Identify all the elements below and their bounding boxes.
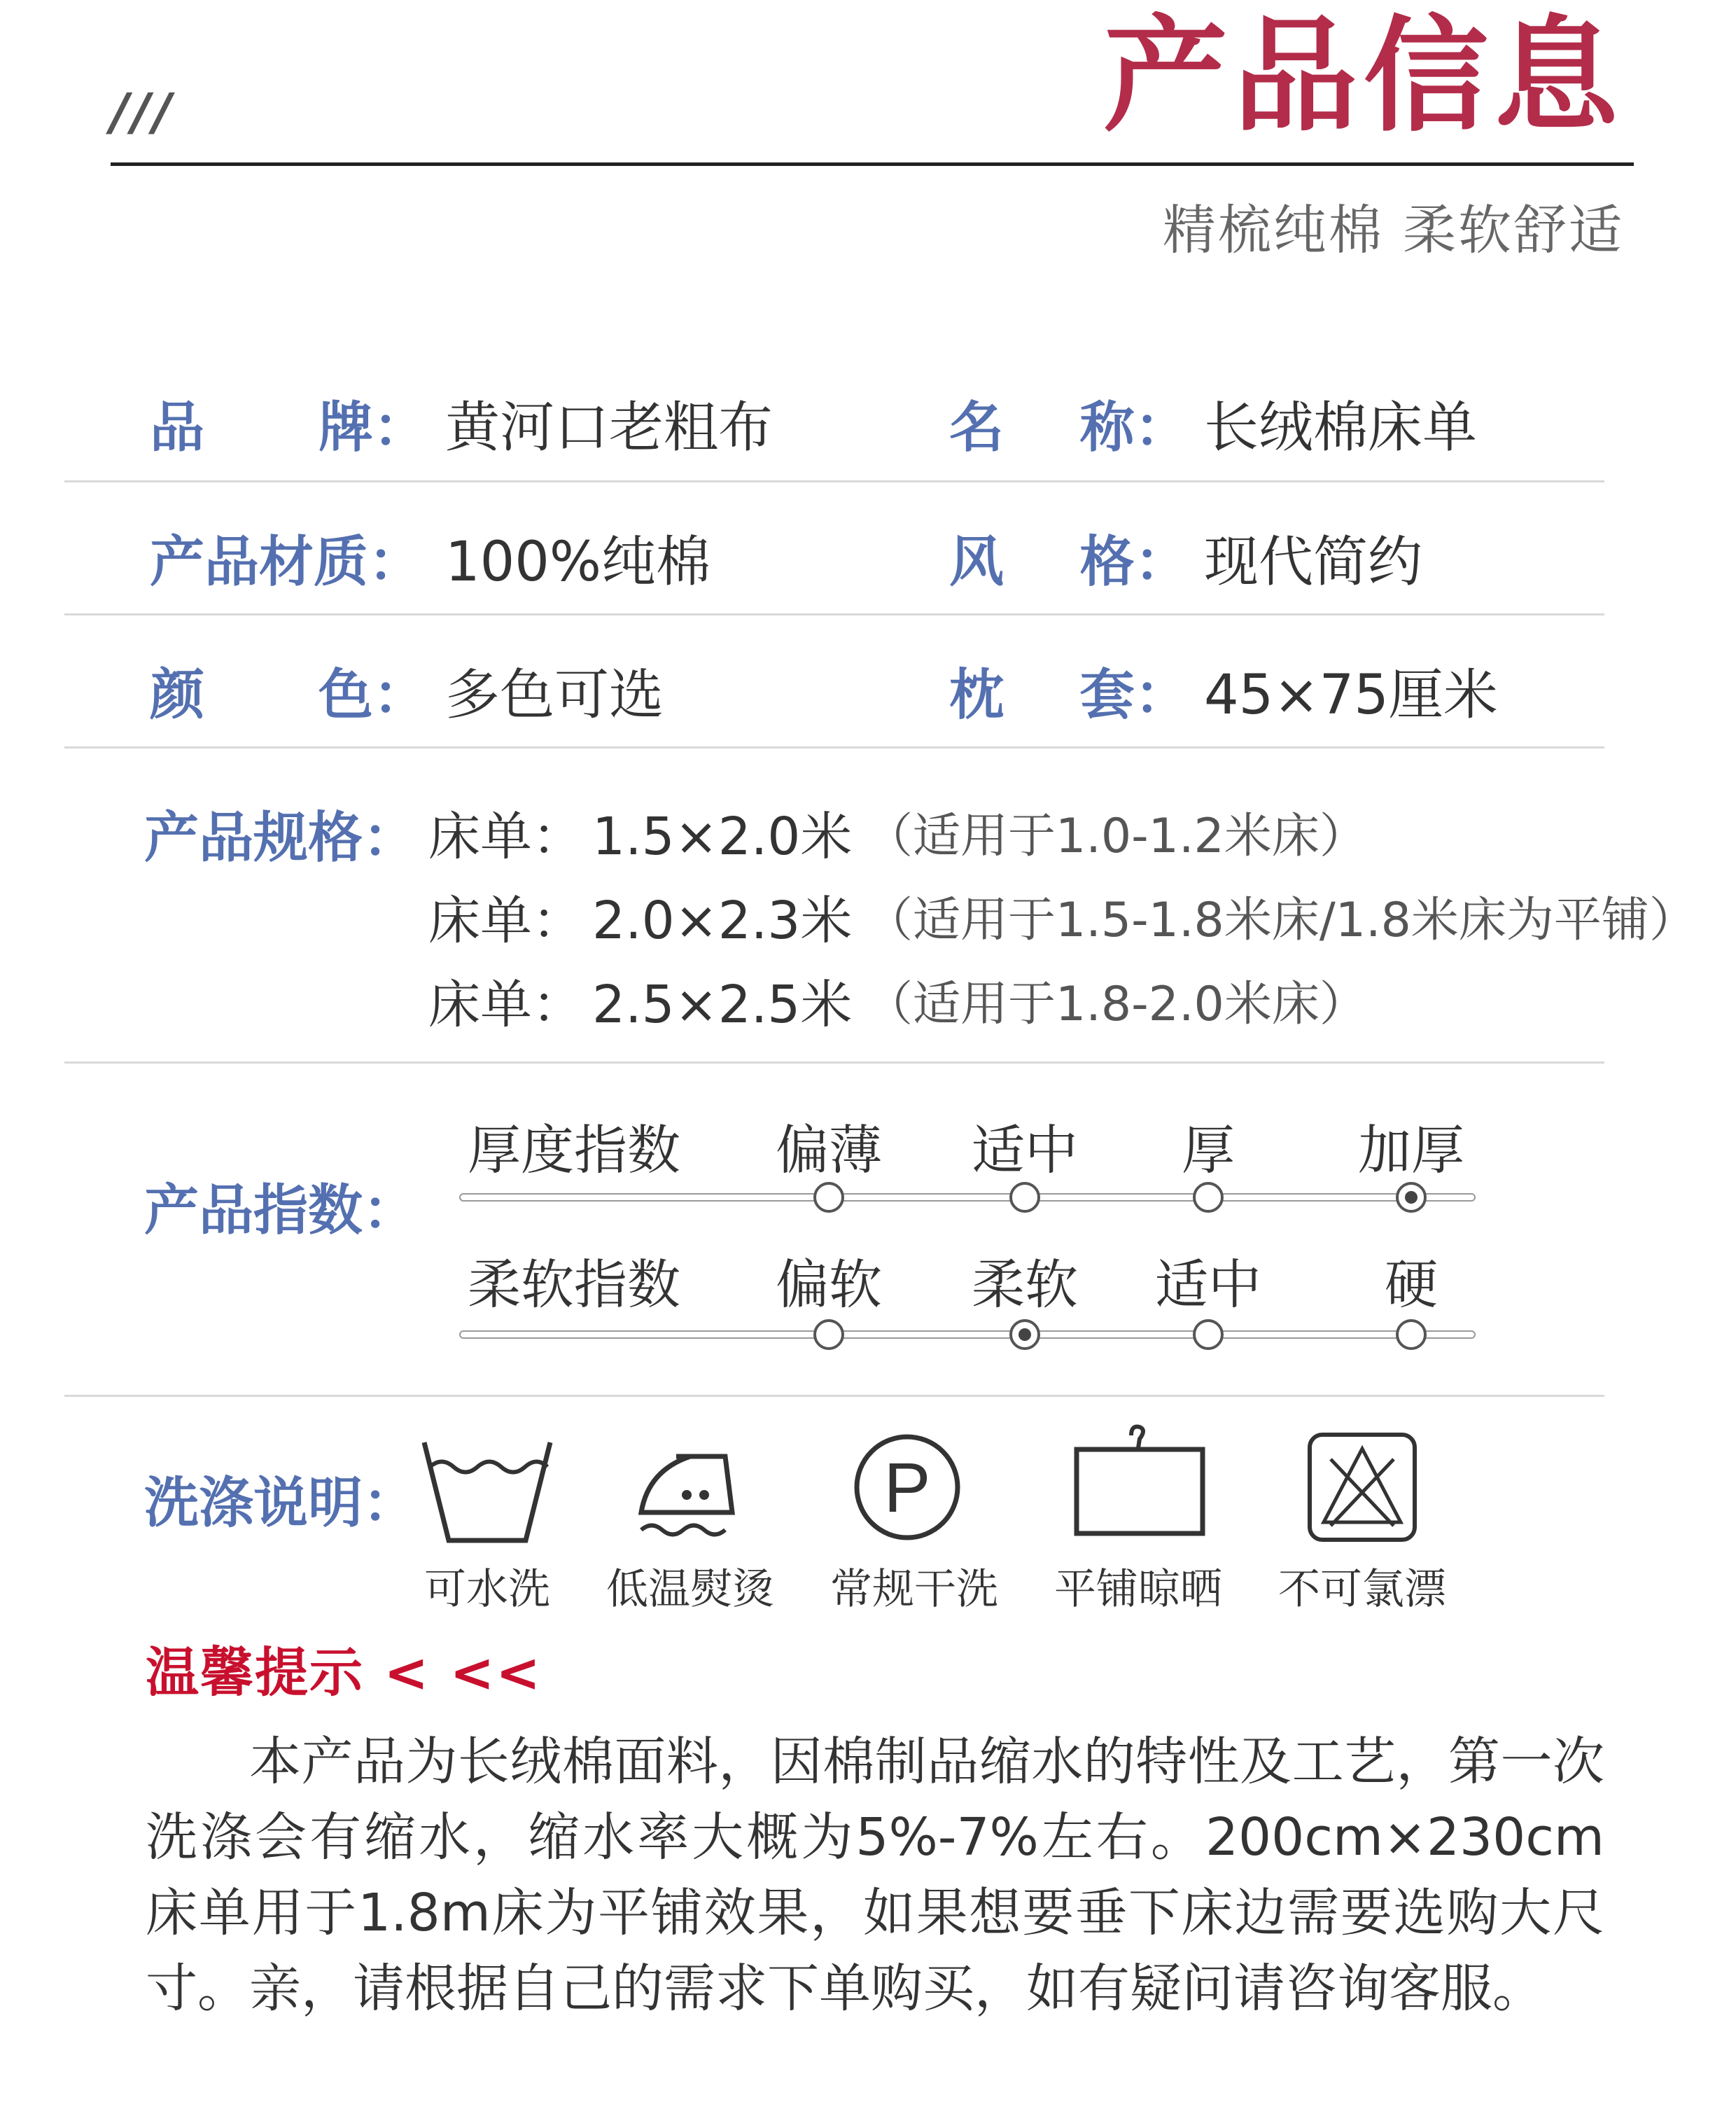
- header-divider: [111, 162, 1634, 166]
- thickness-track: [459, 1193, 1476, 1202]
- style-label: 风 格：: [949, 531, 1189, 594]
- thickness-dot: [1009, 1182, 1040, 1213]
- page-title: 产品信息: [1103, 4, 1624, 148]
- brand-value: 黄河口老粗布: [445, 396, 774, 459]
- row-divider: [64, 1062, 1604, 1064]
- svg-text:P: P: [883, 1449, 931, 1527]
- spec-row-size: 2.5×2.5米: [592, 975, 853, 1035]
- decorative-slashes: ///: [111, 83, 174, 141]
- brand-label: 品 牌：: [150, 396, 428, 459]
- spec-row-note: （适用于1.0-1.2米床）: [865, 809, 1367, 864]
- washing-label: 洗涤说明：: [144, 1472, 418, 1535]
- softness-dot-selected: [1009, 1319, 1040, 1350]
- spec-row-note: （适用于1.8-2.0米床）: [865, 977, 1367, 1032]
- softness-track: [459, 1330, 1476, 1339]
- material-value: 100%纯棉: [445, 531, 710, 594]
- wash-label: 不可氯漂: [1278, 1565, 1446, 1614]
- row-divider: [64, 1395, 1604, 1397]
- pillowcase-value: 45×75厘米: [1204, 664, 1498, 727]
- tip-title: 温馨提示 < <<: [146, 1641, 542, 1704]
- style-value: 现代简约: [1204, 531, 1423, 594]
- wash-label: 低温熨烫: [606, 1565, 774, 1614]
- wash-label: 可水洗: [424, 1565, 550, 1614]
- specs-label: 产品规格：: [144, 807, 418, 870]
- spec-row-name: 床单：: [428, 975, 584, 1035]
- thickness-dot: [1193, 1182, 1224, 1213]
- wash-label: 常规干洗: [830, 1565, 998, 1614]
- thickness-option: 加厚: [1358, 1119, 1464, 1181]
- material-label: 产品材质：: [150, 531, 424, 594]
- thickness-dot-selected: [1396, 1182, 1427, 1213]
- no-bleach-icon: [1285, 1424, 1439, 1543]
- spec-row-size: 1.5×2.0米: [592, 807, 853, 867]
- indices-label: 产品指数：: [144, 1179, 418, 1242]
- color-value: 多色可选: [445, 664, 664, 727]
- softness-option: 硬: [1385, 1253, 1438, 1316]
- thickness-dot: [813, 1182, 844, 1213]
- iron-icon: [613, 1428, 767, 1547]
- dry-clean-p-icon: [830, 1424, 984, 1543]
- spec-row-name: 床单：: [428, 891, 584, 951]
- tip-paragraph: 本产品为长绒棉面料，因棉制品缩水的特性及工艺，第一次洗涤会有缩水，缩水率大概为5%-7%左右。200cm×230cm床单用于1.8m床为平铺效果，如果想要垂下床边需要选购大尺寸。亲，请根据自己的需求下单购买，如有疑问请咨询客服。: [146, 1732, 1604, 2019]
- name-label: 名 称：: [949, 396, 1189, 459]
- spec-row-note: （适用于1.5-1.8米床/1.8米床为平铺）: [865, 893, 1697, 948]
- softness-index-title: 柔软指数: [468, 1253, 680, 1316]
- name-value: 长绒棉床单: [1204, 396, 1478, 459]
- row-divider: [64, 480, 1604, 482]
- page-subtitle: 精梳纯棉 柔软舒适: [1162, 199, 1624, 261]
- softness-dot: [1396, 1319, 1427, 1350]
- softness-option: 适中: [1155, 1253, 1261, 1316]
- spec-row-name: 床单：: [428, 807, 584, 867]
- row-divider: [64, 613, 1604, 615]
- color-label: 颜 色：: [150, 664, 428, 727]
- thickness-option: 适中: [972, 1119, 1078, 1181]
- thickness-option: 厚: [1182, 1119, 1235, 1181]
- spec-row-size: 2.0×2.3米: [592, 891, 853, 951]
- wash-label: 平铺晾晒: [1054, 1565, 1222, 1614]
- thickness-option: 偏薄: [776, 1119, 882, 1181]
- softness-dot: [1193, 1319, 1224, 1350]
- washtub-icon: [410, 1428, 564, 1547]
- softness-option: 偏软: [776, 1253, 882, 1316]
- flat-dry-icon: [1061, 1421, 1215, 1540]
- softness-dot: [813, 1319, 844, 1350]
- pillowcase-label: 枕 套：: [949, 664, 1189, 727]
- softness-option: 柔软: [972, 1253, 1078, 1316]
- thickness-index-title: 厚度指数: [468, 1119, 680, 1181]
- row-divider: [64, 746, 1604, 749]
